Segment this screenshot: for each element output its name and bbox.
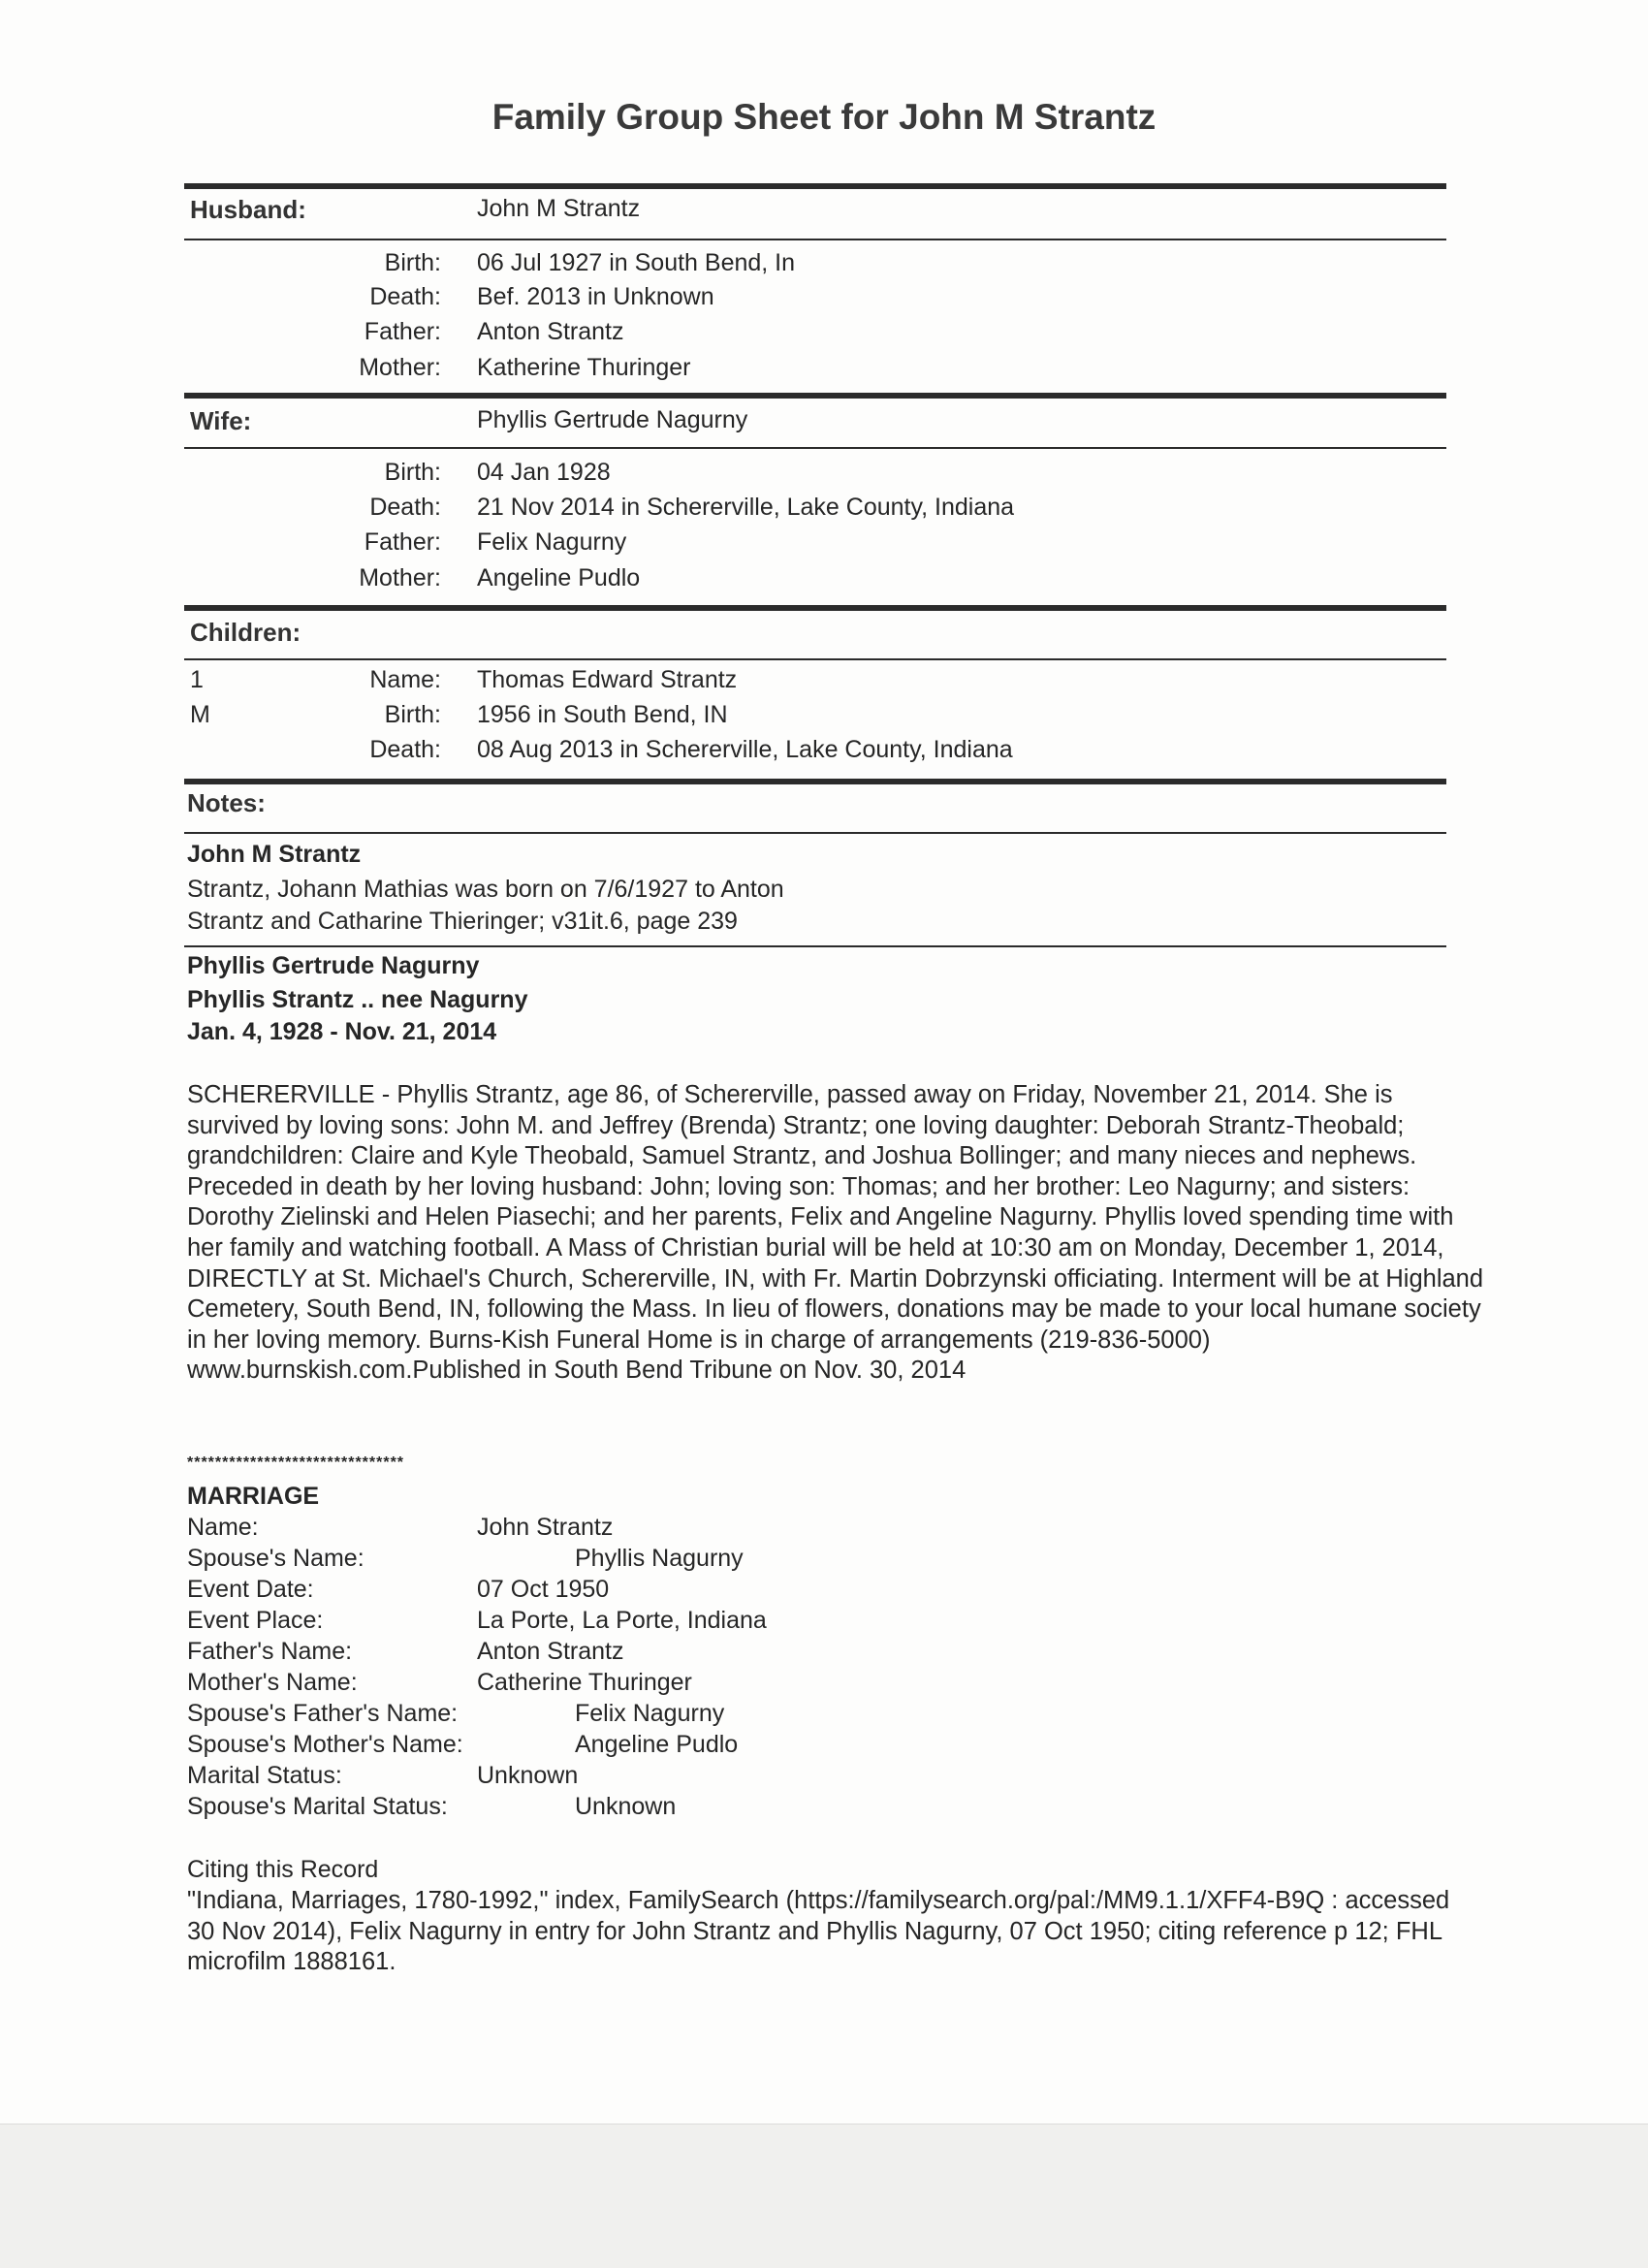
husband-birth-label: Birth: <box>384 249 441 276</box>
marriage-value: Phyllis Nagurny <box>575 1545 744 1572</box>
citing-header: Citing this Record <box>187 1856 379 1883</box>
wife-name: Phyllis Gertrude Nagurny <box>477 406 748 433</box>
marriage-label: Event Date: <box>187 1576 314 1603</box>
child-birth-label: Birth: <box>384 701 441 728</box>
husband-death-value: Bef. 2013 in Unknown <box>477 283 714 310</box>
note-john-line: Strantz, Johann Mathias was born on 7/6/1927 to Anton <box>187 876 784 903</box>
marriage-value: 07 Oct 1950 <box>477 1576 610 1603</box>
note-john-name: John M Strantz <box>187 841 362 868</box>
husband-mother-label: Mother: <box>359 354 441 381</box>
child-death-value: 08 Aug 2013 in Schererville, Lake County, Indiana <box>477 736 1013 763</box>
husband-father-label: Father: <box>364 318 441 345</box>
scanner-margin <box>0 2124 1648 2268</box>
children-header: Children: <box>190 618 301 647</box>
husband-mother-value: Katherine Thuringer <box>477 354 691 381</box>
marriage-label: Spouse's Marital Status: <box>187 1793 448 1820</box>
child-sex: M <box>190 701 210 728</box>
wife-header: Wife: <box>190 406 252 435</box>
section-rule <box>184 779 1446 784</box>
child-name-value: Thomas Edward Strantz <box>477 666 738 693</box>
marriage-label: Event Place: <box>187 1607 324 1634</box>
husband-birth-value: 06 Jul 1927 in South Bend, In <box>477 249 796 276</box>
wife-father-label: Father: <box>364 528 441 556</box>
marriage-value: Catherine Thuringer <box>477 1669 692 1696</box>
marriage-label: Spouse's Name: <box>187 1545 364 1572</box>
section-rule <box>184 605 1446 611</box>
marriage-label: Spouse's Mother's Name: <box>187 1731 463 1758</box>
notes-header: Notes: <box>187 788 266 817</box>
divider <box>184 447 1446 449</box>
child-number: 1 <box>190 666 204 693</box>
child-name-label: Name: <box>369 666 441 693</box>
section-rule <box>184 183 1446 189</box>
citation-paragraph: "Indiana, Marriages, 1780-1992," index, FamilySearch (https://familysearch.org/pal:/MM9.1.1/XFF4-B9Q : accessed 30 Nov 2014), Felix Nagurny in entry for John Strantz and Phyllis Nagurny, 07 Oct 1950; citing reference p 12; FHL microfilm 1888161. <box>187 1887 1450 1976</box>
marriage-label: Spouse's Father's Name: <box>187 1700 459 1727</box>
child-birth-value: 1956 in South Bend, IN <box>477 701 728 728</box>
divider <box>184 832 1446 834</box>
wife-death-value: 21 Nov 2014 in Schererville, Lake County, Indiana <box>477 494 1015 521</box>
husband-header: Husband: <box>190 195 306 224</box>
wife-father-value: Felix Nagurny <box>477 528 627 556</box>
husband-father-value: Anton Strantz <box>477 318 624 345</box>
marriage-label: Father's Name: <box>187 1638 353 1665</box>
marriage-label: Mother's Name: <box>187 1669 358 1696</box>
separator-asterisks: ******************************* <box>187 1454 405 1471</box>
marriage-value: La Porte, La Porte, Indiana <box>477 1607 767 1634</box>
divider <box>184 239 1446 240</box>
marriage-value: Unknown <box>575 1793 677 1820</box>
note-phyllis-subtitle: Phyllis Strantz .. nee Nagurny <box>187 986 528 1013</box>
note-phyllis-dates: Jan. 4, 1928 - Nov. 21, 2014 <box>187 1018 497 1045</box>
obituary-paragraph: SCHERERVILLE - Phyllis Strantz, age 86, of Schererville, passed away on Friday, November 21, 2014. She is survived by loving sons: John M. and Jeffrey (Brenda) Strantz; one loving daughter: Deborah Strantz-Theobald; grandchildren: Claire and Kyle Theobald, Samuel Strantz, and Joshua Bollinger; and many nieces and nephews. Preceded in death by her loving husband: John; loving son: Thomas; and her brother: Leo Nagurny; and sisters: Dorothy Zielinski and Helen Piasechi; and her parents, Felix and Angeline Nagurny. Phyllis loved spending time with her family and watching football. A Mass of Christian burial will be held at 10:30 am on Monday, December 1, 2014, DIRECTLY at St. Michael's Church, Schererville, IN, with Fr. Martin Dobrzynski officiating. Interment will be at Highland Cemetery, South Bend, IN, following the Mass. In lieu of flowers, donations may be made to your local humane society in her loving memory. Burns-Kish Funeral Home is in charge of arrangements (219-836-5000) www.burnskish.com.Published in South Bend Tribune on Nov. 30, 2014 <box>187 1081 1484 1385</box>
marriage-label: Name: <box>187 1514 259 1541</box>
wife-mother-label: Mother: <box>359 564 441 591</box>
marriage-value: Unknown <box>477 1762 579 1789</box>
wife-death-label: Death: <box>369 494 441 521</box>
note-john-line: Strantz and Catharine Thieringer; v31it.6, page 239 <box>187 908 738 935</box>
divider <box>184 658 1446 660</box>
divider <box>184 945 1446 947</box>
marriage-header: MARRIAGE <box>187 1483 320 1510</box>
wife-mother-value: Angeline Pudlo <box>477 564 641 591</box>
child-death-label: Death: <box>369 736 441 763</box>
section-rule <box>184 393 1446 399</box>
marriage-label: Marital Status: <box>187 1762 342 1789</box>
husband-death-label: Death: <box>369 283 441 310</box>
marriage-value: Felix Nagurny <box>575 1700 725 1727</box>
marriage-value: Anton Strantz <box>477 1638 624 1665</box>
page-title: Family Group Sheet for John M Strantz <box>491 97 1157 137</box>
marriage-value: Angeline Pudlo <box>575 1731 739 1758</box>
marriage-value: John Strantz <box>477 1514 614 1541</box>
note-phyllis-name: Phyllis Gertrude Nagurny <box>187 952 480 979</box>
wife-birth-value: 04 Jan 1928 <box>477 459 611 486</box>
wife-birth-label: Birth: <box>384 459 441 486</box>
husband-name: John M Strantz <box>477 195 641 222</box>
